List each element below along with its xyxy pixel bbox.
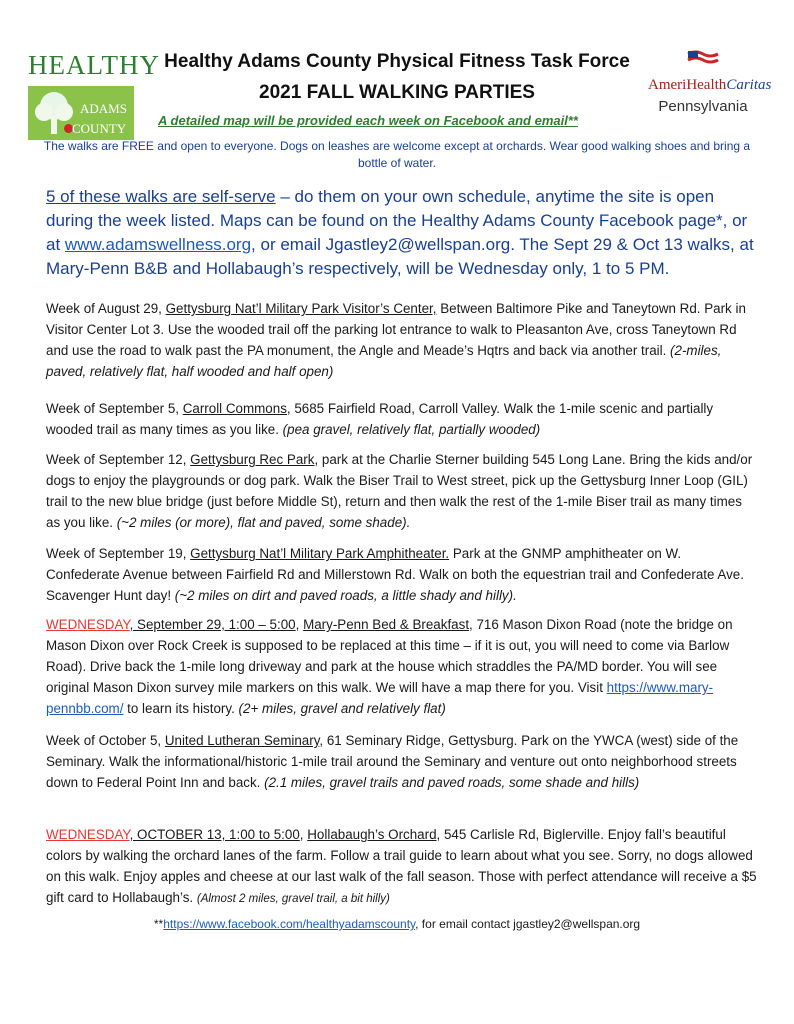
- walk-desc: , 716 Mason Dixon Road (note the bridge on Mason Dixon over Rock Creek is supposed to be replaced at this time – if it is out, you will need to come via Barlow Road). Drive back the 1-mile long driveway and park at the house which straddles the PA/MD border. You will see original Mason Dixon survey mile markers on this walk. We will have a map there for you. Visit: [46, 617, 733, 695]
- walk-desc: 5685 Fairfield Road, Carroll Valley. Walk the 1-mile scenic and partially wooded trail as many times as you like.: [46, 401, 714, 437]
- walk-sep: ,: [295, 617, 304, 632]
- mary-penn-link[interactable]: https://www.mary-pennbb.com/: [46, 680, 714, 716]
- walk-when: , September 29, 1:00 – 5:00: [129, 617, 296, 632]
- walk-entry: [46, 298, 758, 382]
- walk-place: Mary-Penn Bed & Breakfast: [303, 617, 470, 632]
- walk-note: (2-miles, paved, relatively flat, half wooded and half open): [46, 343, 722, 379]
- walk-note: (pea gravel, relatively flat, partially wooded): [282, 422, 541, 437]
- walk-desc: , 61 Seminary Ridge, Gettysburg. Park on the YWCA (west) side of the Seminary. Walk the informational/historic 1-mile trail around the Seminary and venture out onto neighborhood streets down to Federal Point Inn and back.: [46, 733, 739, 790]
- walk-note: (2+ miles, gravel and relatively flat): [238, 701, 446, 716]
- walk-place: Gettysburg Rec Park: [190, 452, 315, 467]
- walk-entry: [46, 449, 758, 533]
- walk-place: Hollabaugh’s Orchard: [307, 827, 437, 842]
- logo-healthy-text: HEALTHY: [28, 50, 160, 80]
- footer-prefix: **: [153, 917, 164, 931]
- footer-suffix: , for email contact jgastley2@wellspan.org: [415, 917, 641, 931]
- walk-place: Carroll Commons,: [182, 401, 291, 416]
- self-serve-lead: 5 of these walks are self-serve: [46, 187, 276, 206]
- self-serve-paragraph: [46, 185, 758, 281]
- walk-entry: [46, 614, 758, 719]
- walk-note: (~2 miles (or more), flat and paved, some shade).: [116, 515, 411, 530]
- walk-note: (2.1 miles, gravel trails and paved roads, some shade and hills): [264, 775, 640, 790]
- walk-note: (Almost 2 miles, gravel trail, a bit hilly): [196, 893, 390, 905]
- walk-desc: , park at the Charlie Sterner building 545 Long Lane. Bring the kids and/or dogs to enjoy the playgrounds or dog park. Walk the Biser Trail to West street, pick up the Gettysburg Inner Loop (GIL) trail to the new blue bridge (just before Middle St), return and then walk the rest of the 1-mile Biser trail as many times as you like.: [46, 452, 753, 530]
- walk-entry: [46, 543, 758, 606]
- walk-when: , OCTOBER 13, 1:00 to 5:00: [129, 827, 300, 842]
- footer-note: [0, 917, 794, 931]
- logo-brand-a: AmeriHealth: [648, 77, 727, 93]
- walk-day: WEDNESDAY: [46, 617, 130, 632]
- walk-desc-2: to learn its history.: [123, 701, 239, 716]
- walk-week: Week of September 5,: [46, 401, 183, 416]
- adamswellness-link[interactable]: www.adamswellness.org: [64, 235, 252, 254]
- page-subtitle: 2021 FALL WALKING PARTIES: [259, 82, 535, 103]
- walk-place: United Lutheran Seminary: [164, 733, 320, 748]
- logo-state-text: Pennsylvania: [658, 98, 748, 115]
- logo-brand-b: Caritas: [726, 77, 772, 93]
- walk-week: Week of September 19,: [46, 546, 191, 561]
- walk-week: Week of October 5,: [46, 733, 165, 748]
- walk-day: WEDNESDAY: [46, 827, 130, 842]
- walk-week: Week of September 12,: [46, 452, 191, 467]
- walk-desc: , 545 Carlisle Rd, Biglerville. Enjoy fall’s beautiful colors by walking the orchard lanes of the farm. Follow a trail guide to learn about what you see. Sorry, no dogs allowed on this walk. Enjoy apples and cheese at our last walk of the fall season. Those with perfect attendance will receive a $5 gift card to Hollabaugh’s.: [46, 827, 757, 905]
- walk-desc: Between Baltimore Pike and Taneytown Rd. Park in Visitor Center Lot 3. Use the wooded trail off the parking lot entrance to walk to Pleasanton Ave, cross Taneytown Rd and use the road to walk past the PA monument, the Angle and Meade’s Hqtrs and back via another trail.: [46, 301, 746, 358]
- walk-note: (~2 miles on dirt and paved roads, a little shady and hilly).: [174, 588, 517, 603]
- map-note: A detailed map will be provided each week on Facebook and email**: [158, 113, 578, 128]
- self-serve-text-1: – do them on your own schedule, anytime the site is open during the week listed. Maps can be found on the Healthy Adams County Facebook page*, or at: [46, 187, 748, 254]
- logo-county-text: COUNTY: [72, 121, 127, 136]
- walk-place: Gettysburg Nat’l Military Park Visitor’s Center,: [165, 301, 437, 316]
- walk-desc: Park at the GNMP amphitheater on W. Confederate Avenue between Fairfield Rd and Millerstown Rd. Walk on both the equestrian trail and Confederate Ave. Scavenger Hunt day!: [46, 546, 744, 603]
- walk-entry: [46, 730, 758, 793]
- self-serve-text-2: , or email Jgastley2@wellspan.org. The Sept 29 & Oct 13 walks, at Mary-Penn B&B and Hollabaugh’s respectively, will be Wednesday only, 1 to 5 PM.: [46, 235, 754, 278]
- walk-place: Gettysburg Nat’l Military Park Amphitheater.: [190, 546, 450, 561]
- walk-week: Week of August 29,: [46, 301, 166, 316]
- walk-entry: [46, 824, 758, 910]
- walk-entry: [46, 398, 758, 440]
- page-title: Healthy Adams County Physical Fitness Task Force: [164, 51, 630, 72]
- free-walks-note: The walks are FREE and open to everyone. Dogs on leashes are welcome except at orchards. Wear good walking shoes and bring a bottle of water.: [43, 139, 751, 170]
- logo-adams-text: ADAMS: [80, 101, 127, 116]
- walk-sep: ,: [299, 827, 308, 842]
- facebook-link[interactable]: https://www.facebook.com/healthyadamscounty: [163, 917, 416, 931]
